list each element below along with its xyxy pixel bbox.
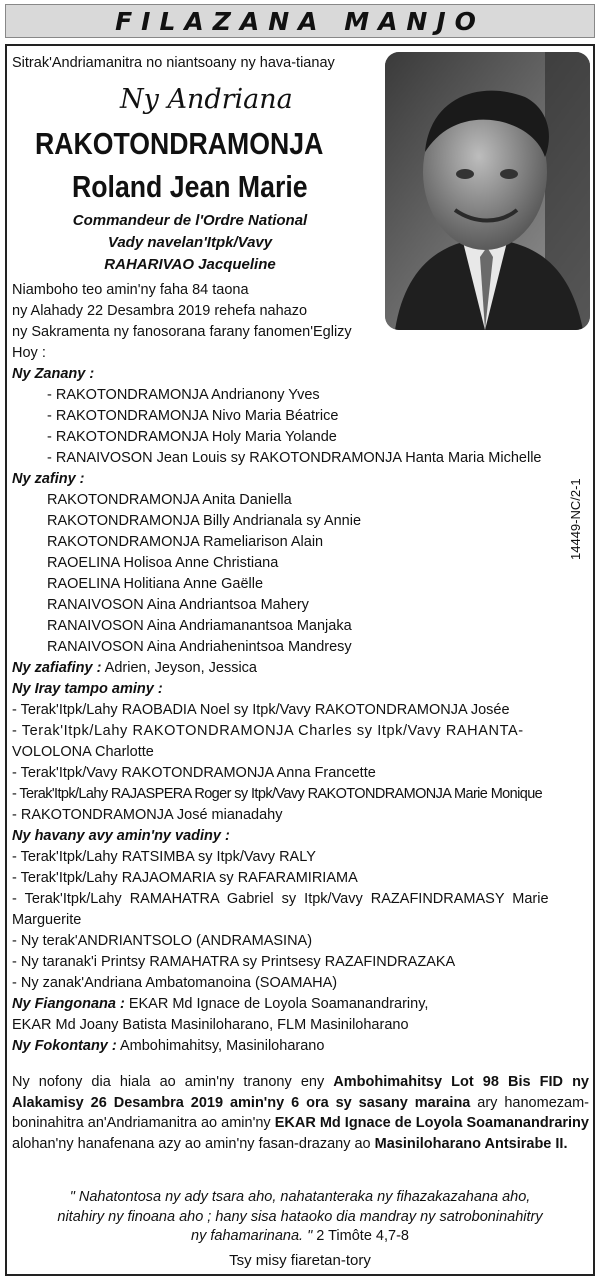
- funeral-text: alohan'ny hanafenana azy ao amin'ny fasan-drazany ao: [12, 1135, 375, 1152]
- quote-line-3: [10, 1227, 590, 1246]
- list-item: VOLOLONA Charlotte: [12, 744, 154, 760]
- list-item: RAKOTONDRAMONJA Rameliarison Alain: [47, 534, 324, 550]
- funeral-church: EKAR Md Ignace de Loyola Soamanandrariny: [274, 1115, 589, 1131]
- section-label-fiangonana: Ny Fiangonana :: [12, 996, 125, 1012]
- intro-text: Sitrak'Andriamanitra no niantsoany ny hava-tianay: [12, 55, 335, 71]
- funeral-burial-place: Masiniloharano Antsirabe II.: [374, 1135, 568, 1152]
- header-banner: [5, 4, 595, 38]
- quote-line: " Nahatontosa ny ady tsara aho, nahatanteraka ny fihazakazahana aho,: [69, 1189, 531, 1205]
- detail-line: ny Alahady 22 Desambra 2019 rehefa nahazo: [12, 303, 308, 319]
- fiangonana-line-2: EKAR Md Joany Batista Masiniloharano, FLM Masiniloharano: [12, 1017, 409, 1033]
- funeral-text: Ny nofony dia hiala ao amin'ny tranony eny: [12, 1074, 334, 1090]
- list-item: - Ny taranak'i Printsy RAMAHATRA sy Printsesy RAZAFINDRAZAKA: [12, 954, 456, 970]
- fiangonana-value: EKAR Md Ignace de Loyola Soamanandrariny,: [124, 996, 429, 1012]
- funeral-text: ary hanomezam-boninahitra an'Andriamanitra ao amin'ny: [12, 1094, 589, 1131]
- section-label-zafiafiny: Ny zafiafiny :: [12, 660, 102, 676]
- fokontany-value: Ambohimahitsy, Masiniloharano: [116, 1038, 325, 1054]
- list-item: - Terak'Itpk/Lahy RAJAOMARIA sy RAFARAMIRIAMA: [12, 870, 358, 886]
- list-item: - Terak'Itpk/Vavy RAKOTONDRAMONJA Anna Francette: [12, 765, 376, 781]
- fokontany-line: [12, 1036, 324, 1057]
- list-item: - Ny zanak'Andriana Ambatomanoina (SOAMAHA): [12, 975, 338, 991]
- page-title: FILAZANA MANJO: [115, 7, 485, 36]
- list-item: - Terak'Itpk/Lahy RAOBADIA Noel sy Itpk/Vavy RAKOTONDRAMONJA Josée: [12, 702, 510, 718]
- honorific: Ny Andriana: [120, 84, 293, 115]
- list-item: - RAKOTONDRAMONJA Andrianony Yves: [47, 387, 320, 403]
- list-item: RAOELINA Holitiana Anne Gaëlle: [47, 576, 264, 592]
- section-label-iray-tampo: Ny Iray tampo aminy :: [12, 681, 163, 697]
- list-item: RAKOTONDRAMONJA Anita Daniella: [47, 492, 292, 508]
- list-item: - Terak'Itpk/Lahy RAKOTONDRAMONJA Charles sy Itpk/Vavy RAHANTA-: [12, 723, 524, 739]
- quote-line: nitahiry ny finoana aho ; hany sisa hataoko dia mandray ny satroboninahitry: [57, 1209, 543, 1225]
- title-line: Vady navelan'Itpk/Vavy: [107, 234, 273, 251]
- title-line: RAHARIVAO Jacqueline: [104, 256, 276, 273]
- list-item: RAOELINA Holisoa Anne Christiana: [47, 555, 279, 571]
- list-item: - RANAIVOSON Jean Louis sy RAKOTONDRAMONJA Hanta Maria Michelle: [47, 450, 542, 466]
- detail-line: ny Sakramenta ny fanosorana farany fanomen'Eglizy: [12, 324, 352, 340]
- zafiafiny-value: Adrien, Jeyson, Jessica: [101, 660, 257, 676]
- section-label-fokontany: Ny Fokontany :: [12, 1038, 117, 1054]
- quote-reference: 2 Timôte 4,7-8: [312, 1228, 409, 1244]
- zafiafiny-line: [12, 658, 257, 679]
- section-label-zafiny: Ny zafiny :: [12, 471, 85, 487]
- list-item: - RAKOTONDRAMONJA Nivo Maria Béatrice: [47, 408, 339, 424]
- list-item: RAKOTONDRAMONJA Billy Andrianala sy Annie: [47, 513, 362, 529]
- funeral-paragraph: [12, 1072, 589, 1154]
- list-item: Marguerite: [12, 912, 82, 928]
- ad-reference: 14449-NC/2-1: [568, 478, 583, 560]
- detail-line: Hoy :: [12, 345, 46, 361]
- section-label-havany: Ny havany avy amin'ny vadiny :: [12, 828, 230, 844]
- closing-text: Tsy misy fiaretan-tory: [229, 1252, 371, 1269]
- list-item: - Ny terak'ANDRIANTSOLO (ANDRAMASINA): [12, 933, 313, 949]
- list-item: - RAKOTONDRAMONJA Holy Maria Yolande: [47, 429, 337, 445]
- quote-text: ny fahamarinana. ": [191, 1228, 313, 1244]
- list-item: - Terak'Itpk/Lahy RATSIMBA sy Itpk/Vavy RALY: [12, 849, 316, 865]
- title-line: Commandeur de l'Ordre National: [72, 212, 308, 229]
- funeral-location-date: Ambohimahitsy Lot 98 Bis FID ny Alakamisy 26 Desambra 2019 amin'ny 6 ora sy sasany maraina: [12, 1074, 589, 1111]
- list-item: - Terak'Itpk/Lahy RAJASPERA Roger sy Itpk/Vavy RAKOTONDRAMONJA Marie Monique: [12, 786, 543, 802]
- list-item: - RAKOTONDRAMONJA José mianadahy: [12, 807, 283, 823]
- list-item: - Terak'Itpk/Lahy RAMAHATRA Gabriel sy Itpk/Vavy RAZAFINDRAMASY Marie: [12, 891, 549, 907]
- list-item: RANAIVOSON Aina Andriamanantsoa Manjaka: [47, 618, 352, 634]
- list-item: RANAIVOSON Aina Andriahenintsoa Mandresy: [47, 639, 352, 655]
- portrait-photo: [385, 52, 590, 330]
- deceased-last-name: RAKOTONDRAMONJA: [35, 126, 324, 161]
- section-label-zanany: Ny Zanany :: [12, 366, 95, 382]
- detail-line: Niamboho teo amin'ny faha 84 taona: [12, 282, 249, 298]
- list-item: RANAIVOSON Aina Andriantsoa Mahery: [47, 597, 309, 613]
- fiangonana-line: [12, 994, 428, 1015]
- deceased-first-names: Roland Jean Marie: [72, 169, 308, 204]
